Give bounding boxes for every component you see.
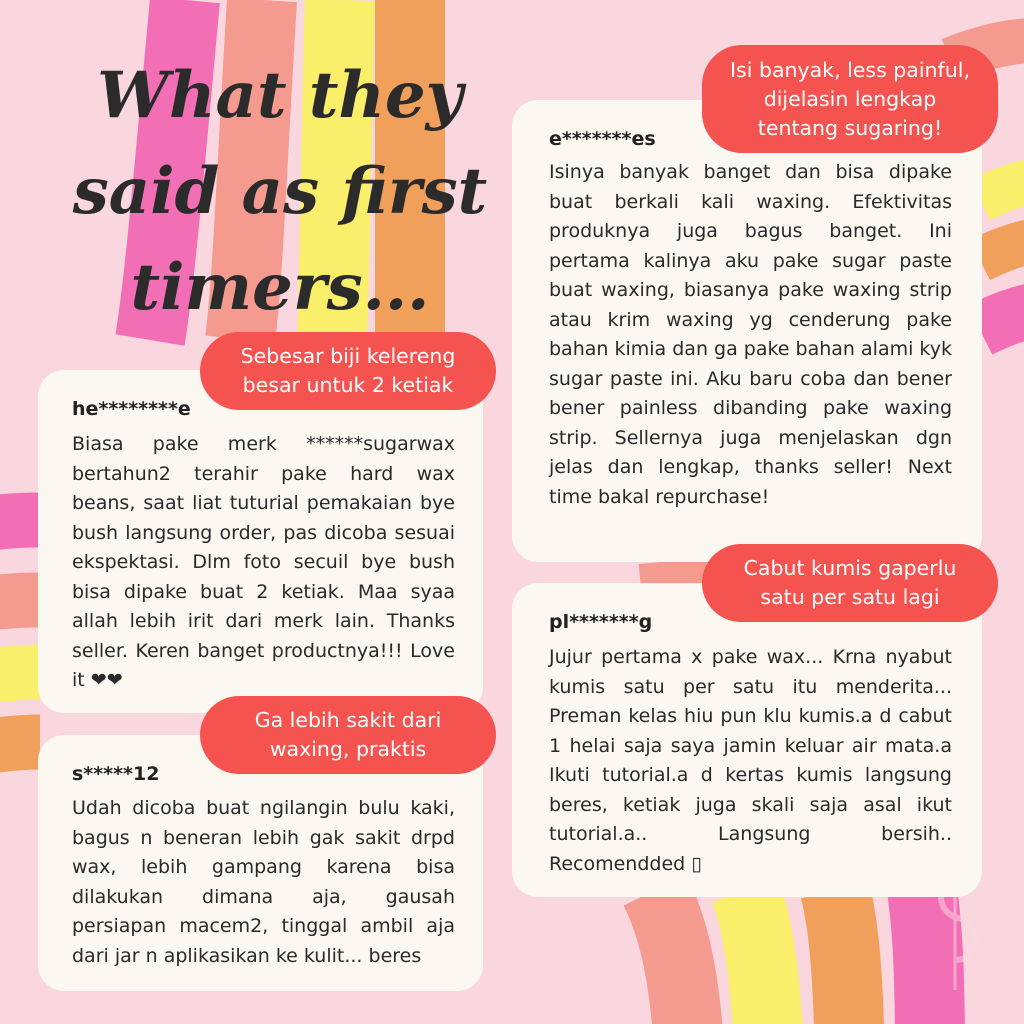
- stripe-yellow-right: [980, 178, 1024, 200]
- page-title: [60, 48, 500, 336]
- bubble-line: waxing, praktis: [269, 737, 427, 761]
- review-text: Biasa pake merk ******sugarwax bertahun2 terahir pake hard wax beans, saat liat tuturial pemakaian bye bush langsung order, pas dicoba sesuai ekspektasi. Dlm foto secuil bye bush bisa dipake buat 2 ketiak. Maa syaa allah lebih irit dari merk lain. Thanks seller. Keren banget productnya!!! Love it ❤❤: [72, 433, 455, 691]
- bubble-line: tentang sugaring!: [757, 115, 943, 140]
- review-card: [38, 370, 483, 713]
- review-highlight-bubble: [702, 45, 998, 153]
- review-text: Isinya banyak banget dan bisa dipake buat berkali kali waxing. Efektivitas produknya juga bagus banget. Ini pertama kalinya aku pake sugar paste buat waxing, biasanya pake waxing strip atau krim waxing yg cenderung pake bahan kimia dan ga pake bahan alami kyk sugar paste ini. Aku baru coba dan bener bener painless dibanding pake waxing strip. Sellernya juga menjelaskan dgn jelas dan lengkap, thanks seller! Next time bakal repurchase!: [549, 161, 952, 508]
- review-highlight-bubble: [200, 332, 496, 410]
- review-highlight-bubble: [200, 696, 496, 774]
- reviewer-name: pl*******g: [549, 611, 653, 633]
- stripe-pink-bottom: [922, 890, 930, 1024]
- reviewer-name: e*******es: [549, 128, 656, 150]
- bubble-line: dijelasin lengkap: [763, 86, 937, 111]
- stripe-salmon-left: [0, 600, 40, 620]
- review-card: [512, 583, 982, 897]
- stripe-pink-left: [0, 520, 40, 540]
- stripe-pink-right: [980, 305, 1024, 330]
- reviewer-name: s*****12: [72, 763, 160, 785]
- review-text: Udah dicoba buat ngilangin bulu kaki, bagus n beneran lebih gak sakit drpd wax, lebih gampang karena bisa dilakukan dimana aja, gausah persiapan macem2, tinggal ambil aja dari jar n aplikasikan ke kulit... beres: [72, 797, 455, 967]
- stripe-orange-left: [0, 742, 40, 760]
- bubble-line: besar untuk 2 ketiak: [242, 373, 454, 397]
- review-card: [512, 100, 982, 562]
- title-line-2: said as first: [72, 154, 488, 229]
- review-text: Jujur pertama x pake wax... Krna nyabut kumis satu per satu itu menderita... Preman kelas hiu pun klu kumis.a d cabut 1 helai saja saya jamin keluar air mata.a Ikuti tutorial.a d kertas kumis langsung beres, ketiak juga skali saja asal ikut tutorial.a.. Langsung bersih.. Recomendded ▯: [549, 646, 952, 875]
- bubble-line: Isi banyak, less painful,: [730, 57, 970, 82]
- review-highlight-bubble: [702, 544, 998, 622]
- reviewer-name: he********e: [72, 398, 191, 420]
- bubble-line: satu per satu lagi: [760, 585, 940, 609]
- stripe-yellow-left: [0, 672, 40, 690]
- stripe-orange-right: [980, 238, 1024, 260]
- title-line-3: timers...: [130, 250, 430, 325]
- bubble-line: Cabut kumis gaperlu: [743, 556, 957, 580]
- title-line-1: What they: [97, 58, 463, 133]
- bubble-line: Sebesar biji kelereng: [240, 344, 456, 368]
- stripe-yellow-bottom: [745, 890, 770, 1024]
- stripe-orange-bottom: [835, 890, 850, 1024]
- bubble-line: Ga lebih sakit dari: [254, 708, 442, 732]
- stripe-salmon-bottom: [655, 890, 690, 1024]
